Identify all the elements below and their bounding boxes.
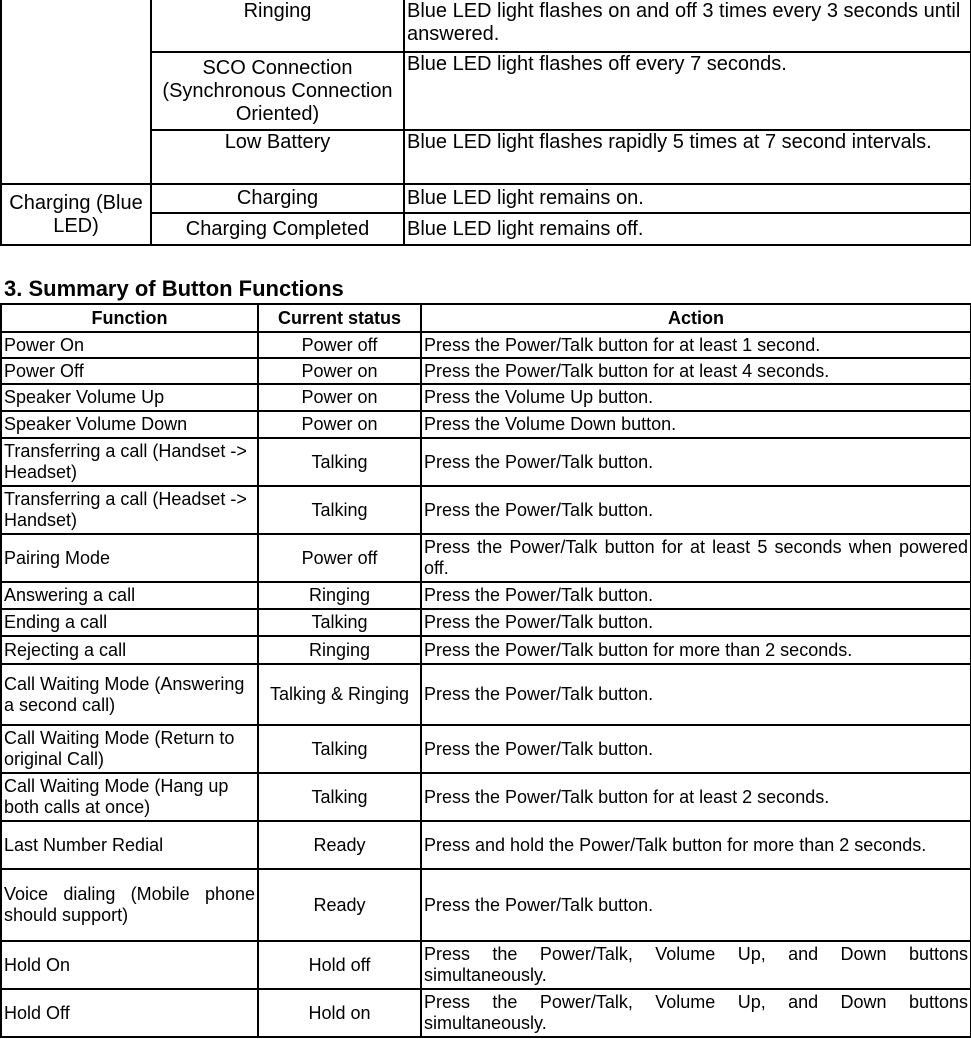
table-row (1, 384, 971, 411)
function-cell: Last Number Redial (1, 821, 258, 869)
action-cell: Press the Volume Up button. (421, 384, 971, 411)
action-cell: Press the Power/Talk button. (421, 725, 971, 773)
led-row (1, 0, 971, 52)
function-cell: Hold On (1, 941, 258, 989)
function-cell: Answering a call (1, 582, 258, 609)
action-cell: Press the Power/Talk button. (421, 438, 971, 486)
function-cell: Power On (1, 332, 258, 358)
led-row (1, 184, 971, 213)
action-cell: Press the Power/Talk, Volume Up, and Down buttons simultaneously. (421, 989, 971, 1037)
function-cell: Call Waiting Mode (Return to original Call) (1, 725, 258, 773)
action-cell: Press the Power/Talk button. (421, 869, 971, 941)
status-cell: Ringing (258, 582, 421, 609)
action-cell: Press the Power/Talk button for at least 1 second. (421, 332, 971, 358)
status-cell: Talking (258, 725, 421, 773)
table-row (1, 438, 971, 486)
action-cell: Press and hold the Power/Talk button for more than 2 seconds. (421, 821, 971, 869)
action-cell: Press the Power/Talk button. (421, 582, 971, 609)
action-cell: Press the Power/Talk button for at least 5 seconds when powered off. (421, 534, 971, 582)
function-cell: Speaker Volume Down (1, 411, 258, 438)
table-row (1, 636, 971, 664)
status-cell: Talking (258, 773, 421, 821)
table-row (1, 725, 971, 773)
column-header-current-status: Current status (258, 304, 421, 332)
action-cell: Press the Power/Talk button for at least 2 seconds. (421, 773, 971, 821)
table-row (1, 411, 971, 438)
status-cell: Talking (258, 609, 421, 636)
led-description: Blue LED light flashes off every 7 seconds. (404, 52, 971, 130)
led-state: SCO Connection (Synchronous Connection Oriented) (151, 52, 404, 130)
led-description: Blue LED light flashes rapidly 5 times at 7 second intervals. (404, 130, 971, 184)
status-cell: Power off (258, 534, 421, 582)
led-indicator-table (0, 0, 971, 246)
led-state: Charging (151, 184, 404, 213)
column-header-function: Function (1, 304, 258, 332)
table-row (1, 534, 971, 582)
status-cell: Power on (258, 384, 421, 411)
function-cell (1, 438, 258, 486)
function-cell: Hold Off (1, 989, 258, 1037)
status-cell: Ready (258, 869, 421, 941)
function-cell: Call Waiting Mode (Answering a second call) (1, 664, 258, 725)
status-cell: Talking (258, 486, 421, 534)
table-row (1, 664, 971, 725)
table-row (1, 773, 971, 821)
led-state: Ringing (151, 0, 404, 52)
function-cell: Power Off (1, 358, 258, 384)
led-state: Charging Completed (151, 213, 404, 245)
table-row (1, 941, 971, 989)
led-description: Blue LED light flashes on and off 3 times every 3 seconds until answered. (404, 0, 971, 52)
table-row (1, 989, 971, 1037)
column-header-action: Action (421, 304, 971, 332)
status-cell: Hold on (258, 989, 421, 1037)
function-cell: Rejecting a call (1, 636, 258, 664)
status-cell: Power off (258, 332, 421, 358)
action-cell: Press the Power/Talk button. (421, 609, 971, 636)
function-cell: Voice dialing (Mobile phone should support) (1, 869, 258, 941)
table-row (1, 486, 971, 534)
status-cell: Talking & Ringing (258, 664, 421, 725)
action-cell: Press the Power/Talk button for more than 2 seconds. (421, 636, 971, 664)
led-group-blank (1, 0, 151, 184)
function-cell: Ending a call (1, 609, 258, 636)
status-cell: Ringing (258, 636, 421, 664)
status-cell: Hold off (258, 941, 421, 989)
table-row (1, 869, 971, 941)
status-cell: Talking (258, 438, 421, 486)
table-row (1, 609, 971, 636)
status-cell: Ready (258, 821, 421, 869)
action-cell: Press the Power/Talk button. (421, 664, 971, 725)
led-state: Low Battery (151, 130, 404, 184)
table-row (1, 821, 971, 869)
table-row (1, 358, 971, 384)
function-cell: Pairing Mode (1, 534, 258, 582)
function-cell: Call Waiting Mode (Hang up both calls at once) (1, 773, 258, 821)
function-text: Transferring a call (Handset -> Headset) (4, 441, 247, 482)
action-cell: Press the Power/Talk button for at least 4 seconds. (421, 358, 971, 384)
action-cell: Press the Power/Talk button. (421, 486, 971, 534)
status-cell: Power on (258, 358, 421, 384)
function-cell: Transferring a call (Headset -> Handset) (1, 486, 258, 534)
led-description: Blue LED light remains off. (404, 213, 971, 245)
led-description: Blue LED light remains on. (404, 184, 971, 213)
function-cell: Speaker Volume Up (1, 384, 258, 411)
status-cell: Power on (258, 411, 421, 438)
led-group-charging: Charging (Blue LED) (1, 184, 151, 245)
table-header-row (1, 304, 971, 332)
table-row (1, 582, 971, 609)
section-heading: 3. Summary of Button Functions (4, 276, 344, 301)
table-row (1, 332, 971, 358)
action-cell: Press the Volume Down button. (421, 411, 971, 438)
action-cell: Press the Power/Talk, Volume Up, and Down buttons simultaneously. (421, 941, 971, 989)
button-functions-table (0, 303, 971, 1038)
